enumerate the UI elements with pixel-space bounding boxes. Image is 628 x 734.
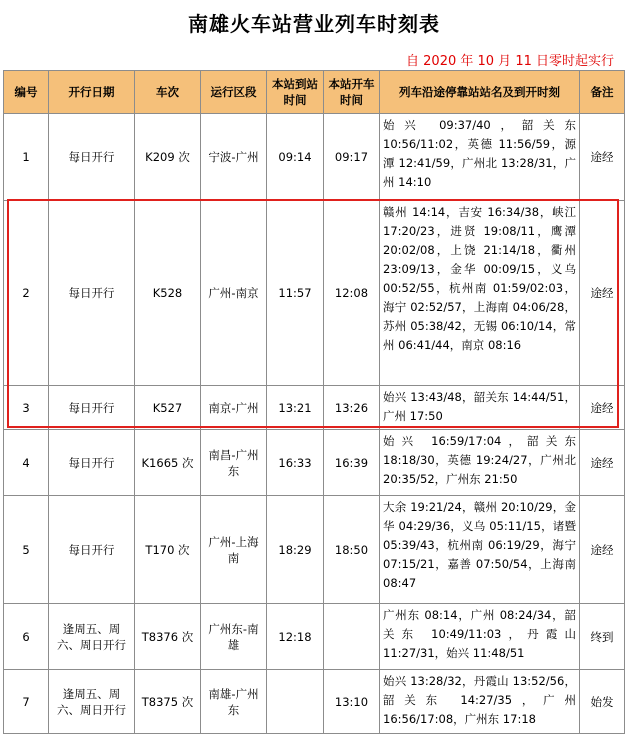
cell-date: 逢周五、周六、周日开行 <box>49 604 135 670</box>
cell-train: T170 次 <box>135 496 201 604</box>
cell-arrive: 09:14 <box>267 114 324 201</box>
cell-train: K528 <box>135 201 201 386</box>
cell-no: 1 <box>4 114 49 201</box>
cell-stops: 广州东 08:14，广州 08:24/34，韶关东 10:49/11:03，丹霞山 11:27/31，始兴 11:48/51 <box>380 604 580 670</box>
col-header-note: 备注 <box>580 71 625 114</box>
cell-stops: 始兴 13:43/48，韶关东 14:44/51，广州 17:50 <box>380 386 580 430</box>
cell-stops: 始兴 09:37/40，韶关东 10:56/11:02，英德 11:56/59，源潭 12:41/59，广州北 13:28/31，广州 14:10 <box>380 114 580 201</box>
col-header-date: 开行日期 <box>49 71 135 114</box>
cell-stops: 始兴 13:28/32，丹霞山 13:52/56，韶关东 14:27/35，广州 16:56/17:08，广州东 17:18 <box>380 670 580 734</box>
cell-route: 广州-上海南 <box>201 496 267 604</box>
cell-train: K1665 次 <box>135 430 201 496</box>
col-header-no: 编号 <box>4 71 49 114</box>
table-row <box>4 604 625 670</box>
cell-arrive: 11:57 <box>267 201 324 386</box>
cell-depart: 18:50 <box>324 496 380 604</box>
cell-note: 途经 <box>580 430 625 496</box>
header-row <box>4 71 625 114</box>
cell-arrive <box>267 670 324 734</box>
cell-date: 每日开行 <box>49 201 135 386</box>
cell-no: 6 <box>4 604 49 670</box>
cell-arrive: 16:33 <box>267 430 324 496</box>
cell-route: 南雄-广州东 <box>201 670 267 734</box>
cell-depart: 09:17 <box>324 114 380 201</box>
cell-stops: 始兴 16:59/17:04，韶关东 18:18/30，英德 19:24/27，广州北 20:35/52，广州东 21:50 <box>380 430 580 496</box>
cell-train: T8375 次 <box>135 670 201 734</box>
table-row <box>4 670 625 734</box>
cell-note: 始发 <box>580 670 625 734</box>
cell-depart: 16:39 <box>324 430 380 496</box>
cell-note: 途经 <box>580 386 625 430</box>
cell-note: 途经 <box>580 496 625 604</box>
cell-depart: 13:10 <box>324 670 380 734</box>
cell-note: 途经 <box>580 114 625 201</box>
cell-route: 广州-南京 <box>201 201 267 386</box>
page-title: 南雄火车站营业列车时刻表 <box>188 12 440 36</box>
cell-depart: 12:08 <box>324 201 380 386</box>
cell-arrive: 13:21 <box>267 386 324 430</box>
cell-no: 3 <box>4 386 49 430</box>
cell-no: 4 <box>4 430 49 496</box>
cell-route: 广州东-南雄 <box>201 604 267 670</box>
cell-route: 南京-广州 <box>201 386 267 430</box>
col-header-route: 运行区段 <box>201 71 267 114</box>
cell-stops: 赣州 14:14，吉安 16:34/38，峡江 17:20/23，进贤 19:08/11，鹰潭 20:02/08，上饶 21:14/18，衢州 23:09/13，金华 00:09/15，义乌 00:52/55，杭州南 01:59/02:03，海宁 02:52/57，上海南 04:06/28，苏州 05:38/42，无锡 06:10/14，常州 06:41/44，南京 08:16 <box>380 201 580 386</box>
cell-arrive: 18:29 <box>267 496 324 604</box>
cell-train: T8376 次 <box>135 604 201 670</box>
cell-date: 每日开行 <box>49 114 135 201</box>
table-row <box>4 430 625 496</box>
col-header-stops: 列车沿途停靠站站名及到开时刻 <box>380 71 580 114</box>
table-row <box>4 386 625 430</box>
cell-route: 南昌-广州东 <box>201 430 267 496</box>
cell-route: 宁波-广州 <box>201 114 267 201</box>
cell-arrive: 12:18 <box>267 604 324 670</box>
cell-depart: 13:26 <box>324 386 380 430</box>
effective-date-note: 自 2020 年 10 月 11 日零时起实行 <box>406 54 614 69</box>
table-row <box>4 201 625 386</box>
col-header-arrive: 本站到站时间 <box>267 71 324 114</box>
cell-train: K527 <box>135 386 201 430</box>
table-row <box>4 114 625 201</box>
cell-no: 5 <box>4 496 49 604</box>
cell-date: 每日开行 <box>49 496 135 604</box>
cell-date: 每日开行 <box>49 386 135 430</box>
cell-depart <box>324 604 380 670</box>
cell-note: 途经 <box>580 201 625 386</box>
col-header-train: 车次 <box>135 71 201 114</box>
col-header-depart: 本站开车时间 <box>324 71 380 114</box>
table-row <box>4 496 625 604</box>
cell-date: 每日开行 <box>49 430 135 496</box>
cell-train: K209 次 <box>135 114 201 201</box>
cell-date: 逢周五、周六、周日开行 <box>49 670 135 734</box>
timetable <box>3 70 625 734</box>
cell-stops: 大余 19:21/24，赣州 20:10/29，金华 04:29/36，义乌 05:11/15，诸暨 05:39/43，杭州南 06:19/29，海宁 07:15/21，嘉善 07:50/54，上海南 08:47 <box>380 496 580 604</box>
cell-no: 2 <box>4 201 49 386</box>
cell-no: 7 <box>4 670 49 734</box>
cell-note: 终到 <box>580 604 625 670</box>
